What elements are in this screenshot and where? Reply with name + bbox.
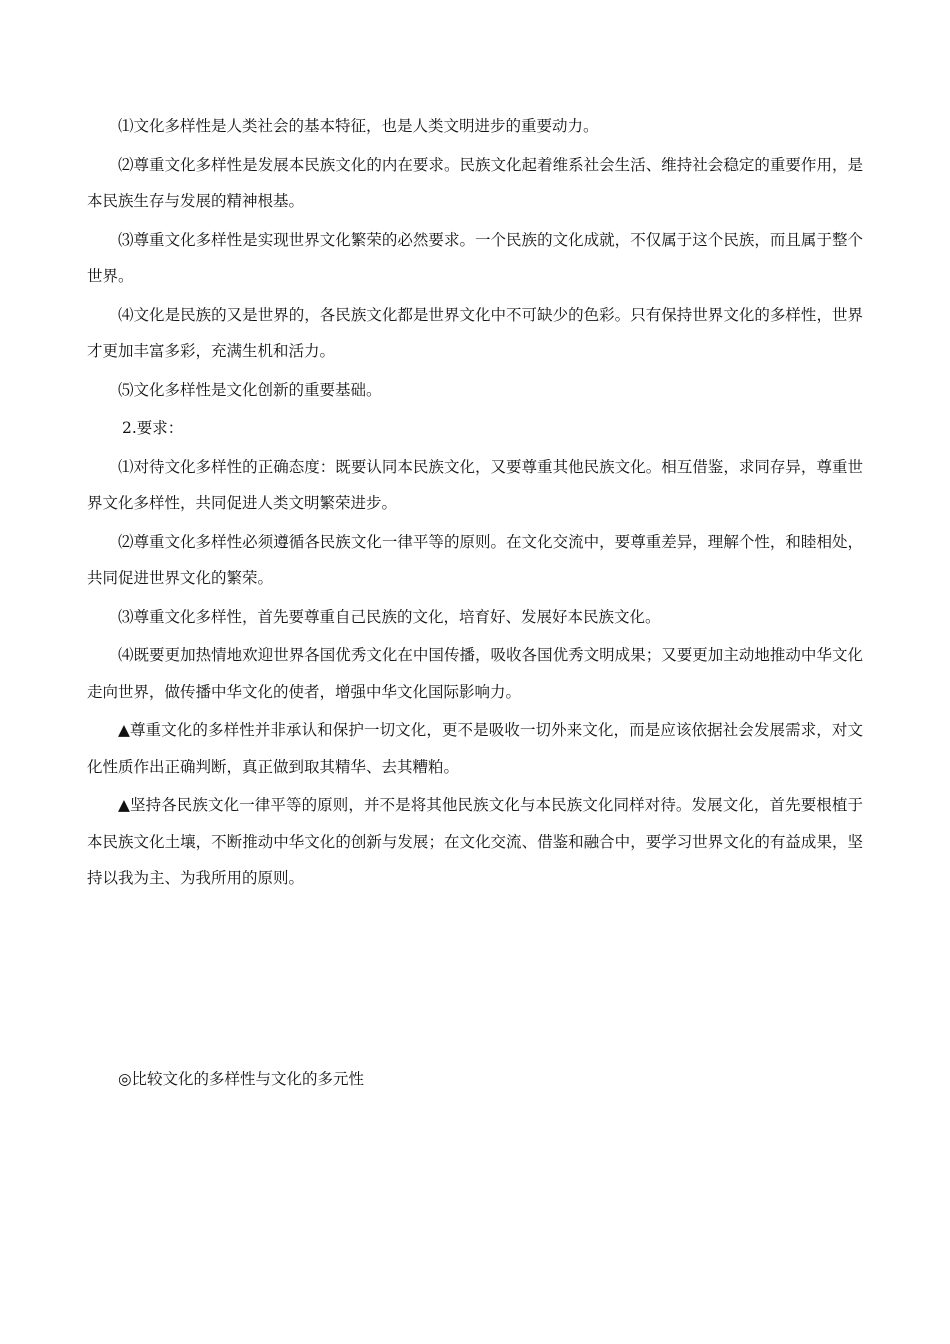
paragraph-significance-2: ⑵尊重文化多样性是发展本民族文化的内在要求。民族文化起着维系社会生活、维持社会稳定的重要作用，是本民族生存与发展的精神根基。	[87, 155, 863, 210]
paragraph-requirement-1: ⑴对待文化多样性的正确态度：既要认同本民族文化，又要尊重其他民族文化。相互借鉴，求同存异，尊重世界文化多样性，共同促进人类文明繁荣进步。	[87, 457, 863, 512]
document-body	[87, 108, 863, 899]
paragraph-significance-3: ⑶尊重文化多样性是实现世界文化繁荣的必然要求。一个民族的文化成就，不仅属于这个民族，而且属于整个世界。	[87, 230, 863, 285]
section-title: ◎比较文化的多样性与文化的多元性	[118, 1070, 365, 1088]
paragraph-significance-5: ⑸文化多样性是文化创新的重要基础。	[118, 380, 382, 399]
paragraph-requirement-2: ⑵尊重文化多样性必须遵循各民族文化一律平等的原则。在文化交流中，要尊重差异，理解个性，和睦相处，共同促进世界文化的繁荣。	[87, 532, 863, 587]
paragraph-requirement-3: ⑶尊重文化多样性，首先要尊重自己民族的文化，培育好、发展好本民族文化。	[118, 607, 661, 626]
paragraph-requirement-4: ⑷既要更加热情地欢迎世界各国优秀文化在中国传播，吸收各国优秀文明成果；又要更加主动地推动中华文化走向世界，做传播中华文化的使者，增强中华文化国际影响力。	[87, 646, 863, 701]
paragraph-significance-1: ⑴文化多样性是人类社会的基本特征，也是人类文明进步的重要动力。	[118, 117, 599, 135]
requirements-heading: 2.要求：	[122, 419, 184, 437]
note-paragraph-1: ▲尊重文化的多样性并非承认和保护一切文化，更不是吸收一切外来文化，而是应该依据社会发展需求，对文化性质作出正确判断，真正做到取其精华、去其糟粕。	[87, 721, 863, 776]
paragraph-significance-4: ⑷文化是民族的又是世界的，各民族文化都是世界文化中不可缺少的色彩。只有保持世界文化的多样性，世界才更加丰富多彩，充满生机和活力。	[87, 305, 863, 360]
note-paragraph-2: ▲坚持各民族文化一律平等的原则，并不是将其他民族文化与本民族文化同样对待。发展文化，首先要根植于本民族文化土壤，不断推动中华文化的创新与发展；在文化交流、借鉴和融合中，要学习世界文化的有益成果，坚持以我为主、为我所用的原则。	[87, 796, 863, 887]
